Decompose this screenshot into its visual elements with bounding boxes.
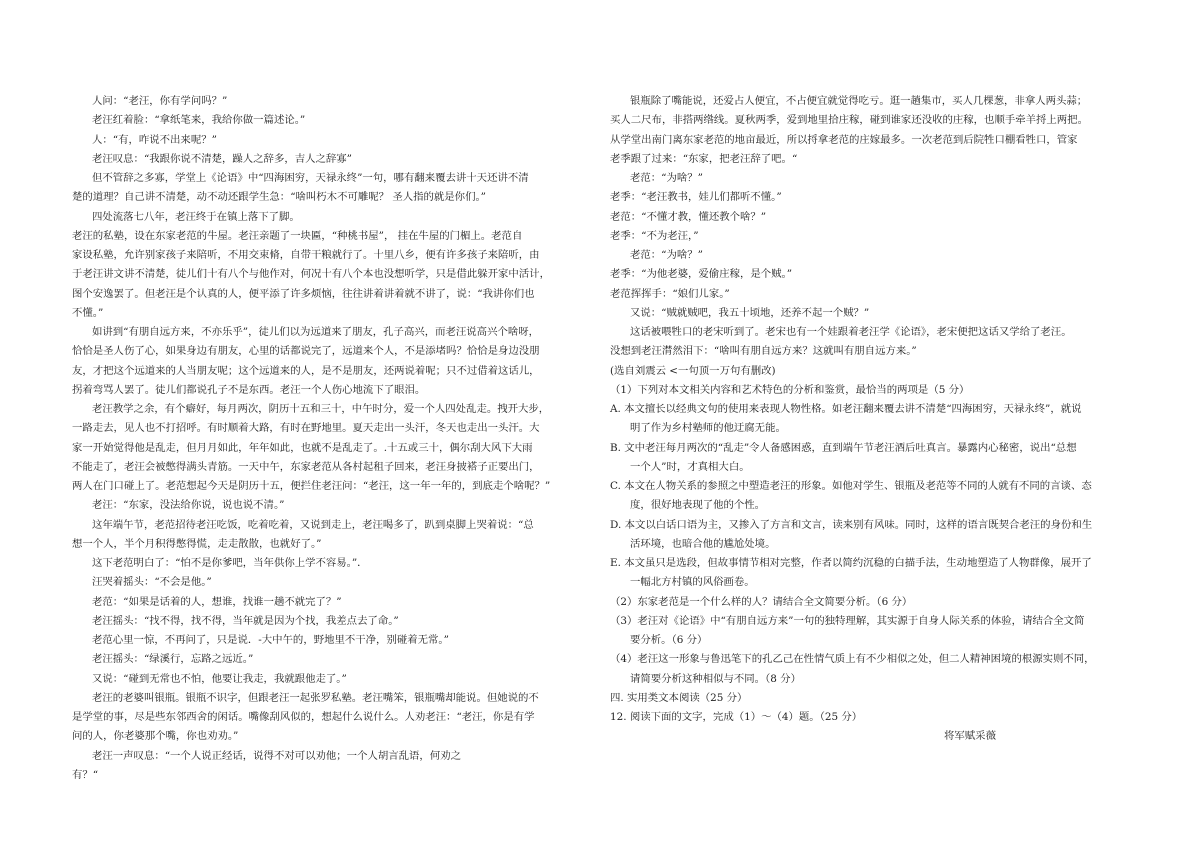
text-line: 老范心里一惊，不再问了，只是说．-大中午的，野地里不干净，别碰着无常。” [92,634,449,646]
text-line: 问的人，你老婆那个嘴，你也劝劝。” [72,730,239,743]
text-line: 汪哭着摇头：“不会是他。” [92,576,212,589]
text-line: 这年端午节，老范招待老汪吃饭，吃着吃着，又说到走上，老汪喝多了，趴到桌脚上哭着说：“总 [92,518,534,531]
text-line: 四处流落七八年，老汪终于在镇上落下了脚。 [92,210,300,223]
text-line: 请简要分析这种相似与不同。（8 分） [630,672,801,685]
text-line: 老范：“不懂才教，懂还教个啥？” [610,210,767,223]
text-line: 如讲到“有朋自远方来，不亦乐乎”，徒儿们以为远道来了朋友，孔子高兴，而老汪说高兴个啥呀， [92,326,540,338]
text-line: （3）老汪对《论语》中“有朋自远方来”一句的独特理解，其实源于自身人际关系的体验，请结合全文简 [610,614,1085,627]
text-line: 老汪摇头：“找不得，找不得，当年就是因为个找，我差点去了命。” [92,614,399,627]
text-line: 四. 实用类文本阅读（25 分） [610,691,748,704]
text-line: C. 本文在人物关系的参照之中塑造老汪的形象。如他对学生、银瓶及老范等不同的人就有不同的言谈、态 [610,480,1092,492]
text-line: 活环境，也暗合他的尴尬处境。 [630,537,776,550]
text-line: 楚的道理？自己讲不清楚，动不动还跟学生急：“啥叫朽木不可雕呢？ 圣人指的就是你们。” [72,191,486,204]
text-line: 又说：“贼就贼吧，我五十顷地，还养不起一个贼？” [630,306,870,319]
text-line: （1）下列对本文相关内容和艺术特色的分析和鉴赏，最恰当的两项是（5 分） [610,383,970,396]
text-line: 是学堂的事，尽是些东邻西舍的闲话。嘴像刮风似的，想起什么说什么。人劝老汪：“老汪，你是有学 [72,711,535,723]
text-line: 不懂。” [72,306,104,319]
text-line: 老汪一声叹息：“一个人说正经话，说得不对可以劝他；一个人胡言乱语，何劝之 [92,749,461,762]
text-line: D. 本文以白话口语为主，又掺入了方言和文言，读来别有风味。同时，这样的语言既契合老汪的身份和生 [610,518,1093,531]
text-line: A. 本文擅长以经典文句的使用来表现人物性格。如老汪翻来覆去讲不清楚“四海困穷，天禄永终”，就说 [610,403,1082,415]
text-line: 恰恰是圣人伤了心，如果身边有朋友，心里的话都说完了，远道来个人，不是添堵吗？恰恰是身边没朋 [72,345,540,358]
text-line: 12. 阅读下面的文字，完成（1）～（4）题。（25 分） [610,711,863,723]
text-line: B. 文中老汪每月两次的“乱走”令人备感困惑，直到端午节老汪酒后吐真言。暴露内心秘密，说出“总想 [610,441,1077,454]
text-line: 又说：“碰到无常也不怕，他要让我走，我就跟他走了。” [92,672,347,685]
text-line: 老范：“为啥？” [630,249,703,261]
text-line: 老汪的私塾，设在东家老范的牛屋。老汪亲题了一块匾，“种桃书屋”， 挂在牛屋的门楣上。老范自 [72,229,523,242]
text-line: 于老汪讲文讲不清楚，徒儿们十有八个与他作对，何况十有八个本也没想听学，只是借此躲开家中活计， [72,268,550,281]
text-line: 老季：“不为老汪，” [610,229,699,242]
text-line: 家设私塾，允许别家孩子来陪听，不用交束脩，自带干粮就行了。十里八乡，便有许多孩子来陪听，由 [72,249,540,261]
text-line: 这话被喂牲口的老宋听到了。老宋也有一个娃跟着老汪学《论语》，老宋便把这话又学给了老汪。 [630,326,1072,338]
text-line: 老汪摇头：“绿溪行，忘路之远近。” [92,653,254,666]
text-line: 人：“有，咋说不出来呢？” [92,133,217,146]
text-line: 一路走去，见人也不打招呼。有时顺着大路，有时在野地里。夏天走出一头汗，冬天也走出一头汗。大 [72,422,540,435]
text-line: 一个人”时，才真相大白。 [630,460,750,473]
text-line: 老汪：“东家，没法给你说，说也说不清。” [92,499,285,512]
text-line: 明了作为乡村塾师的他迂腐无能。 [630,422,786,435]
text-line: 想一个人，半个月积得憋得慌，走走散散，也就好了。” [72,537,322,550]
text-line: 但不管辞之多寡，学堂上《论语》中“四海困穷，天禄永终”一句，哪有翻来覆去讲十天还讲不清 [92,172,529,184]
text-line: 有？“ [72,768,99,781]
text-line: 将军赋采薇 [944,730,996,743]
text-line: 从学堂出南门离东家老范的地亩最近，所以捋拿老范的庄嫁最多。一次老范到后院牲口棚看牲口，管家 [610,133,1078,146]
text-line: 度，很好地表现了他的个性。 [630,499,766,512]
text-line: 老季：“老汪教书，娃儿们都听不懂。” [610,191,782,204]
text-line: 老季跟了过来：“东家，把老汪辞了吧。“ [610,152,798,165]
right-column [610,92,1130,747]
text-line: 一幅北方村镇的风俗画卷。 [630,576,755,589]
text-line: 老范：“如果是话着的人，想谁，找谁一趟不就完了？” [92,595,342,608]
text-line: 老范挥挥手：“娘们儿家。” [610,287,730,300]
text-line: 不能走了，老汪会被憋得满头青筋。一天中午，东家老范从各村起租子回来，老汪身披褡子正要出门， [72,460,540,473]
text-line: 图个安逸罢了。但老汪是个认真的人，便平添了许多烦恼，往往讲着讲着就不讲了，说：“我讲你们也 [72,287,535,300]
text-line: 两人在门口碰上了。老范想起今天是阴历十五，便拦住老汪问：“老汪，这一年一年的，到底走个啥呢？” [72,480,551,492]
text-line: 拐着弯骂人罢了。徒儿们都说孔子不是东西。老汪一个人伤心地流下了眼泪。 [72,383,426,396]
text-line: 老范：“为啥？” [630,172,703,184]
text-line: （4）老汪这一形象与鲁迅笔下的孔乙己在性情气质上有不少相似之处，但二人精神困境的根源实则不同， [610,653,1095,666]
text-line: 老汪红着脸：“拿纸笔来，我给你做一篇述论。” [92,114,306,127]
text-line: 老汪教学之余，有个癖好，每月两次，阴历十五和三十，中午时分，爱一个人四处乱走。拽开大步， [92,403,550,415]
text-line: 友，才把这个远道来的人当朋友呢；这个远道来的人，是不是朋友，还两说着呢；只不过借着这话儿， [72,364,540,377]
text-line: 老季：“为他老婆，爱偷庄稼，是个贼。” [610,268,793,281]
text-line: 老汪叹息：“我跟你说不清楚，躁人之辞多，吉人之辞寡” [92,152,352,165]
text-line: E. 本文虽只是选段，但故事情节相对完整，作者以简约沉稳的白描手法，生动地塑造了人物群像，展开了 [610,557,1092,569]
text-line: （2）东家老范是一个什么样的人？请结合全文简要分析。（6 分） [610,595,913,608]
text-line: 这下老范明白了：“怕不是你爹吧，当年供你上学不容易。”． [92,557,368,569]
text-line: 没想到老汪潸然泪下：“啥叫有朋自远方来？这就叫有朋自远方来。” [610,345,917,358]
text-line: 买人二尺布，非搭两绺线。夏秋两季，爱到地里拾庄稼，碰到谁家还没收的庄稼，也顺手牵羊捋上两把。 [610,114,1088,127]
text-line: 老汪的老婆叫银瓶。银瓶不识字，但跟老汪一起张罗私塾。老汪嘴笨，银瓶嘴却能说。但她说的不 [92,691,539,704]
text-line: 银瓶除了嘴能说，还爱占人便宜，不占便宜就觉得吃亏。逛一趟集市，买人几棵葱，非拿人两头蒜； [630,95,1088,107]
left-column [72,92,590,785]
text-line: 要分析。（6 分） [630,634,708,646]
text-line: 家一开始觉得他是乱走，但月月如此，年年如此，也就不是乱走了。.十五或三十，偶尔刮大风下大雨 [72,441,533,454]
text-line: (选自刘震云 <一句顶一万句有删改) [610,364,776,377]
text-line: 人问：“老汪，你有学问吗？” [92,95,228,107]
